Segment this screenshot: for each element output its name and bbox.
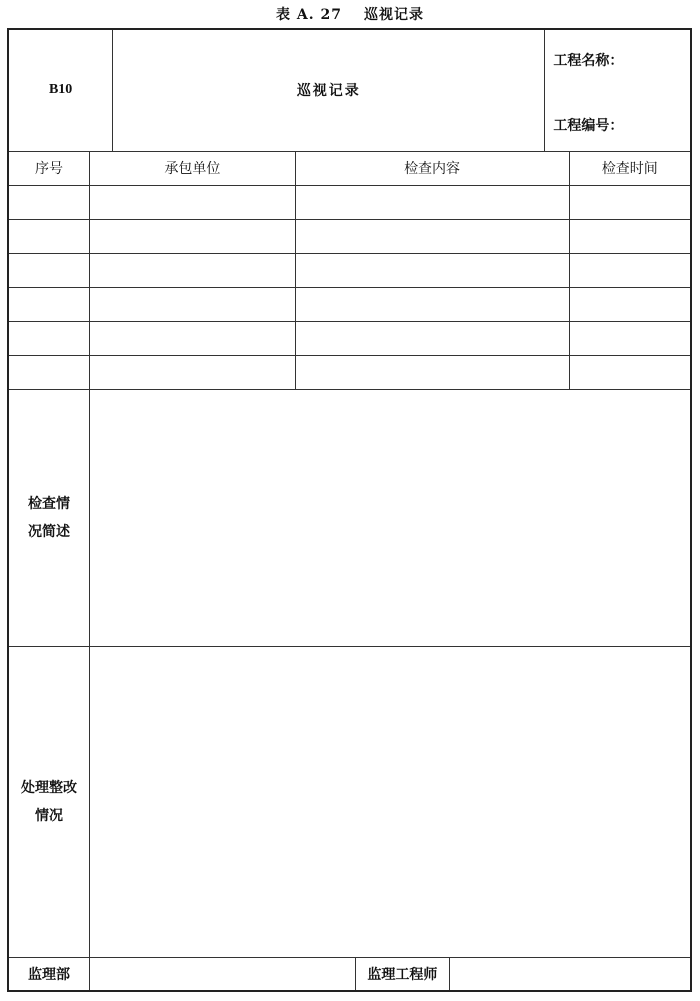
content-cell[interactable] (295, 219, 569, 253)
contractor-cell[interactable] (90, 287, 295, 321)
form-title: 巡视记录 (296, 83, 361, 100)
contractor-cell[interactable] (90, 321, 295, 355)
table-row (8, 355, 691, 389)
time-cell[interactable] (569, 287, 691, 321)
table-row (8, 219, 691, 253)
column-header-row (8, 151, 691, 185)
inspection-record-form (7, 28, 692, 992)
supervision-dept-field[interactable] (90, 957, 356, 991)
table-row (8, 253, 691, 287)
content-cell[interactable] (295, 355, 569, 389)
project-info-cell (545, 29, 691, 151)
caption-title: 巡视记录 (363, 7, 424, 23)
content-cell[interactable] (295, 185, 569, 219)
contractor-cell[interactable] (90, 219, 295, 253)
col-header-time: 检查时间 (569, 151, 691, 185)
seq-cell[interactable] (8, 355, 90, 389)
form-title-cell (113, 29, 545, 151)
time-cell[interactable] (569, 253, 691, 287)
time-cell[interactable] (569, 355, 691, 389)
col-header-content: 检查内容 (295, 151, 569, 185)
supervising-engineer-label: 监理工程师 (356, 957, 450, 991)
contractor-cell[interactable] (90, 253, 295, 287)
table-row (8, 185, 691, 219)
handling-rectification-label: 处理整改 情况 (8, 646, 90, 957)
signature-row (8, 957, 691, 991)
time-cell[interactable] (569, 321, 691, 355)
seq-cell[interactable] (8, 253, 90, 287)
time-cell[interactable] (569, 219, 691, 253)
seq-cell[interactable] (8, 219, 90, 253)
supervision-dept-label: 监理部 (8, 957, 90, 991)
handling-rectification-field[interactable] (90, 646, 691, 957)
project-no-label: 工程编号： (553, 118, 624, 134)
form-code-cell (8, 29, 113, 151)
table-caption (0, 4, 700, 24)
seq-cell[interactable] (8, 185, 90, 219)
handling-rectification-row (8, 646, 691, 957)
col-header-contractor: 承包单位 (90, 151, 295, 185)
content-cell[interactable] (295, 253, 569, 287)
contractor-cell[interactable] (90, 355, 295, 389)
contractor-cell[interactable] (90, 185, 295, 219)
seq-cell[interactable] (8, 321, 90, 355)
inspection-summary-row (8, 389, 691, 646)
inspection-summary-label: 检查情 况简述 (8, 389, 90, 646)
caption-number: 表 A. 27 (276, 7, 342, 23)
table-row (8, 321, 691, 355)
content-cell[interactable] (295, 287, 569, 321)
col-header-seq: 序号 (8, 151, 90, 185)
content-cell[interactable] (295, 321, 569, 355)
form-code: B10 (48, 82, 73, 98)
table-row (8, 287, 691, 321)
time-cell[interactable] (569, 185, 691, 219)
inspection-summary-field[interactable] (90, 389, 691, 646)
project-name-label: 工程名称： (553, 53, 624, 69)
seq-cell[interactable] (8, 287, 90, 321)
supervising-engineer-field[interactable] (449, 957, 691, 991)
